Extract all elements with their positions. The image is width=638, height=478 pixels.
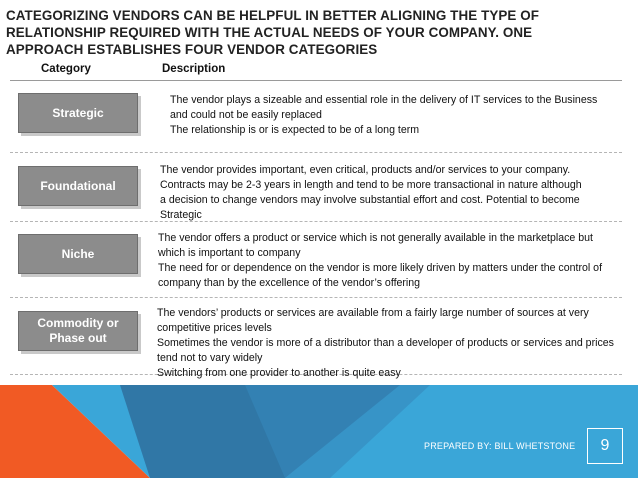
category-box-strategic bbox=[18, 93, 138, 133]
row-divider bbox=[10, 297, 622, 298]
description-strategic bbox=[170, 93, 630, 138]
description-line: The vendors’ products or services are available from a fairly large number of sources at very bbox=[157, 307, 589, 319]
description-column-header: Description bbox=[162, 63, 226, 75]
description-line: and could not be easily replaced bbox=[170, 109, 322, 121]
category-column-header: Category bbox=[41, 63, 91, 75]
description-line: The need for or dependence on the vendor is more likely driven by matters under the control of bbox=[158, 262, 603, 274]
description-line: competitive prices levels bbox=[157, 322, 272, 334]
page-number: 9 bbox=[600, 437, 610, 454]
category-label: Commodity or bbox=[37, 316, 119, 330]
description-line: tend not to vary widely bbox=[157, 352, 263, 364]
description-line: The relationship is or is expected to be of a long term bbox=[170, 124, 420, 136]
category-label: Foundational bbox=[40, 178, 116, 193]
description-line: Contracts may be 2-3 years in length and tend to be more transactional in nature although bbox=[160, 179, 582, 191]
row-divider bbox=[10, 152, 622, 153]
description-line: The vendor plays a sizeable and essential role in the delivery of IT services to the Business bbox=[170, 94, 598, 106]
slide-title bbox=[6, 7, 606, 58]
category-box-foundational bbox=[18, 166, 138, 206]
description-line: The vendor offers a product or service which is not generally available in the marketplace but bbox=[158, 232, 593, 244]
category-label: Niche bbox=[61, 246, 95, 261]
description-commodity bbox=[157, 306, 617, 381]
category-box-niche bbox=[18, 234, 138, 274]
category-label: Phase out bbox=[49, 331, 107, 345]
title-line: APPROACH ESTABLISHES FOUR VENDOR CATEGORIES bbox=[6, 42, 378, 57]
category-label: Strategic bbox=[52, 105, 104, 120]
category-box-commodity bbox=[18, 311, 138, 351]
description-line: The vendor provides important, even critical, products and/or services to your company. bbox=[160, 164, 571, 176]
description-line: Sometimes the vendor is more of a distributor than a developer of products or services and prices bbox=[157, 337, 614, 349]
description-line: which is important to company bbox=[158, 247, 301, 259]
description-niche bbox=[158, 231, 618, 291]
description-line: company than by the excellence of the vendor’s offering bbox=[158, 277, 421, 289]
header-divider bbox=[10, 80, 622, 81]
description-line: a decision to change vendors may involve substantial effort and cost. Potential to become bbox=[160, 194, 580, 206]
footer-author: PREPARED BY: BILL WHETSTONE bbox=[424, 441, 576, 451]
description-foundational bbox=[160, 163, 620, 223]
description-line: Switching from one provider to another is quite easy bbox=[157, 367, 401, 379]
title-line: RELATIONSHIP REQUIRED WITH THE ACTUAL NEEDS OF YOUR COMPANY. ONE bbox=[6, 25, 533, 40]
title-line: CATEGORIZING VENDORS CAN BE HELPFUL IN BETTER ALIGNING THE TYPE OF bbox=[6, 8, 540, 23]
description-line: Strategic bbox=[160, 209, 202, 221]
page-number-badge bbox=[587, 428, 623, 464]
